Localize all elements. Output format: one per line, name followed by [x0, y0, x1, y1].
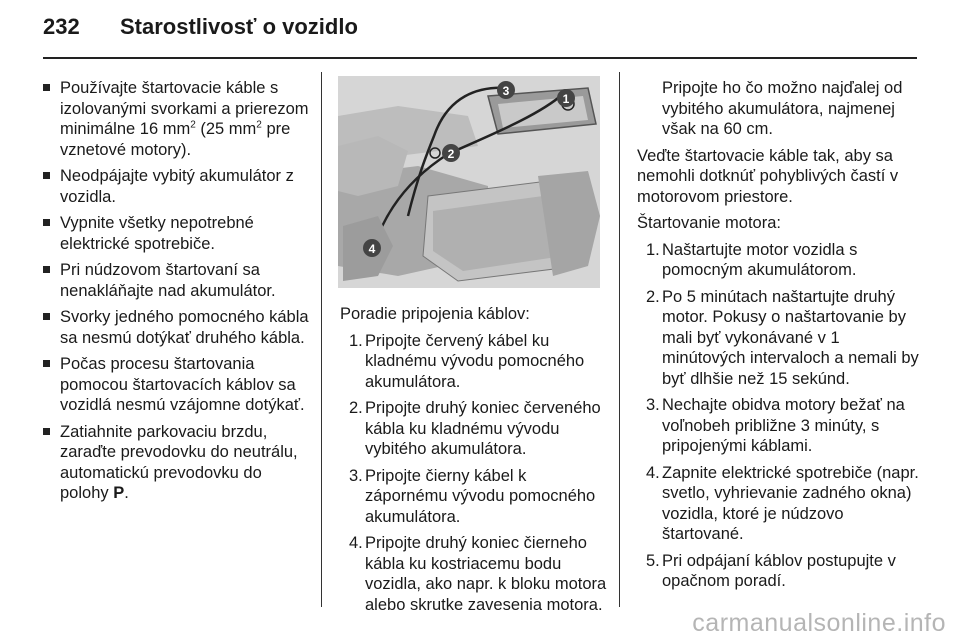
- list-item: [637, 463, 922, 545]
- bullet-item: [43, 260, 313, 301]
- svg-text:1: 1: [562, 92, 570, 106]
- header-rule: [43, 57, 917, 59]
- step-number: 4.: [646, 463, 660, 482]
- bullet-square: [43, 172, 50, 179]
- list-item: [637, 240, 922, 281]
- list-item: [340, 533, 610, 615]
- bullet-text: Zatiahnite parkovaciu brzdu, zaraďte prevodovku do neutrálu, automatickú prevodovku do polohy P.: [60, 422, 298, 502]
- column-divider-1: [321, 72, 322, 607]
- bullet-item: [43, 422, 313, 504]
- watermark: carmanualsonline.info: [692, 609, 946, 637]
- callout-1: [557, 89, 575, 107]
- svg-text:4: 4: [368, 242, 376, 256]
- list-item: [637, 395, 922, 457]
- step-text: Pripojte druhý koniec čierneho kábla ku kostriacemu bodu vozidla, ako napr. k bloku motora alebo skrutke zavesenia motora.: [365, 534, 607, 614]
- bullet-square: [43, 360, 50, 367]
- bullet-square: [43, 313, 50, 320]
- paragraph: Veďte štartovacie káble tak, aby sa nemohli dotknúť pohyblivých častí v motorovom priestore.: [637, 146, 899, 206]
- step-number: 1.: [349, 331, 363, 350]
- engine-bay-illustration: [338, 76, 600, 288]
- bullet-item: [43, 213, 313, 254]
- callout-2: [442, 144, 460, 162]
- continued-text: Pripojte ho čo možno najďalej od vybitého akumulátora, najmenej však na 60 cm.: [662, 79, 903, 138]
- bullet-text: Svorky jedného pomocného kábla sa nesmú dotýkať druhého kábla.: [60, 308, 309, 347]
- step-text: Pripojte červený kábel ku kladnému vývodu pomocného akumulátora.: [365, 331, 585, 391]
- page-title: Starostlivosť o vozidlo: [120, 14, 358, 39]
- step-text: Pripojte druhý koniec červeného kábla ku kladnému vývodu vybitého akumulátora.: [365, 399, 601, 458]
- bullet-item: [43, 354, 313, 416]
- column-divider-2: [619, 72, 620, 607]
- list-item: [340, 466, 610, 528]
- step-text: Nechajte obidva motory bežať na voľnobeh približne 3 minúty, s pripojenými káblami.: [662, 396, 905, 455]
- step-number: 2.: [646, 287, 660, 306]
- column-middle: [340, 304, 610, 621]
- step-number: 4.: [349, 534, 363, 552]
- svg-text:2: 2: [447, 147, 455, 161]
- bullet-text: Pri núdzovom štartovaní sa nenakláňajte nad akumulátor.: [60, 261, 276, 300]
- bullet-square: [43, 84, 50, 91]
- step-text: Pripojte čierny kábel k zápornému vývodu pomocného akumulátora.: [365, 466, 596, 526]
- jump-start-diagram: [338, 76, 600, 288]
- bullet-item: [43, 78, 313, 160]
- list-item: [340, 331, 610, 393]
- column-left: [43, 78, 313, 510]
- svg-text:3: 3: [502, 84, 510, 98]
- step-text: Zapnite elektrické spotrebiče (napr. svetlo, vyhrievanie zadného okna) vozidla, ktoré je núdzovo štartované.: [662, 463, 919, 543]
- bullet-square: [43, 428, 50, 435]
- bullet-square: [43, 219, 50, 226]
- list-item: [340, 398, 610, 460]
- column-right: [637, 78, 922, 598]
- step-number: 3.: [646, 396, 660, 414]
- bullet-text: Vypnite všetky nepotrebné elektrické spotrebiče.: [60, 214, 254, 253]
- bullet-item: [43, 307, 313, 348]
- bullet-text: Neodpájajte vybitý akumulátor z vozidla.: [60, 167, 294, 206]
- list-item: [637, 287, 922, 390]
- page-number: 232: [43, 14, 80, 39]
- bullet-text: Počas procesu štartovania pomocou štartovacích káblov sa vozidlá nesmú vzájomne dotýkať.: [60, 355, 305, 414]
- paragraph: Štartovanie motora:: [637, 214, 781, 232]
- bullet-text: Používajte štartovacie káble s izolovanými svorkami a prierezom minimálne 16 $mm^2$ (25 $mm^2$ pre vznetové motory).: [60, 79, 309, 159]
- step-text: Po 5 minútach naštartujte druhý motor. Pokusy o naštartovanie by mali byť vykonávané v 1 minútových intervaloch a nemali by byť dlhšie než 15 sekúnd.: [662, 287, 919, 388]
- callout-3: [497, 81, 515, 99]
- step-number: 5.: [646, 551, 660, 570]
- step-number: 3.: [349, 466, 363, 485]
- bullet-square: [43, 266, 50, 273]
- bullet-item: [43, 166, 313, 207]
- step-number: 2.: [349, 399, 363, 417]
- step-number: 1.: [646, 240, 660, 259]
- step-text: Pri odpájaní káblov postupujte v opačnom poradí.: [662, 551, 896, 590]
- list-item: [637, 551, 922, 592]
- step-text: Naštartujte motor vozidla s pomocným akumulátorom.: [662, 240, 858, 279]
- steps-intro: Poradie pripojenia káblov:: [340, 305, 530, 323]
- callout-4: [363, 239, 381, 257]
